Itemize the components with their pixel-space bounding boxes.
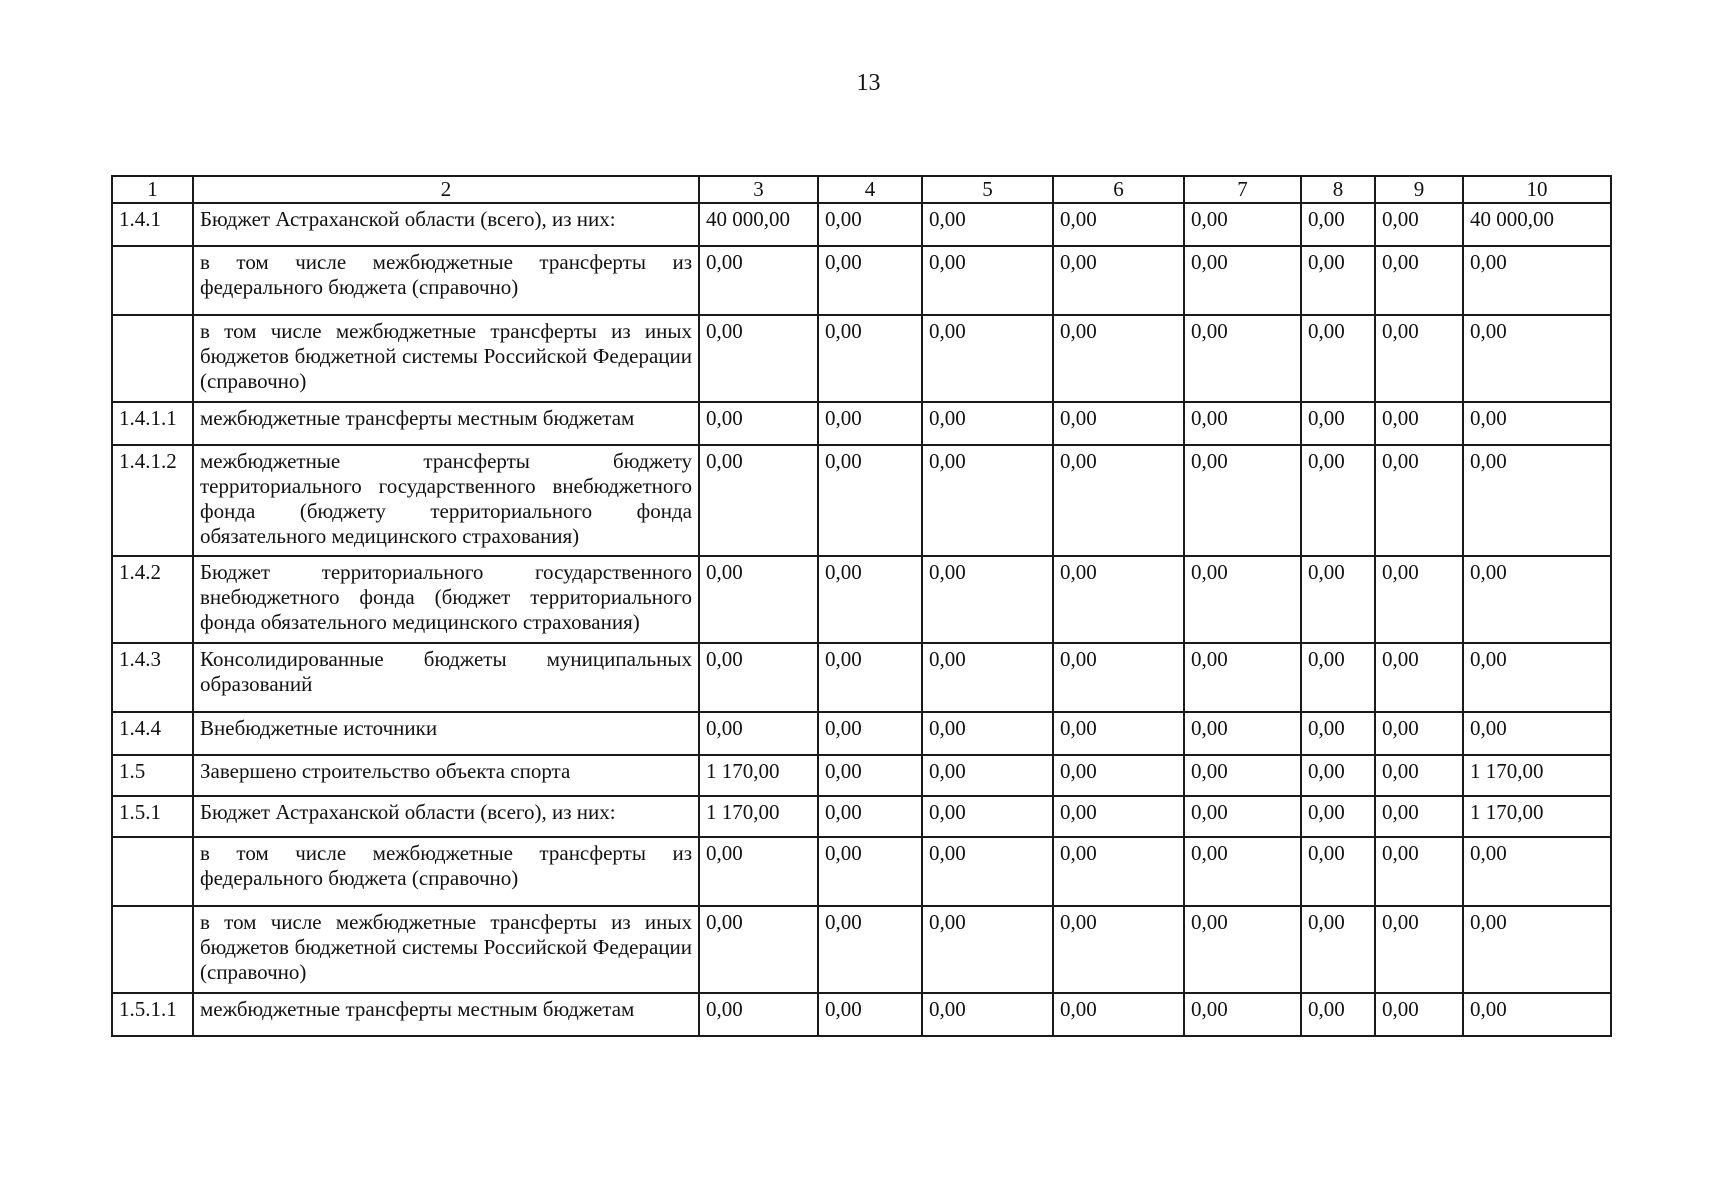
value-cell: 0,00 [1184, 712, 1301, 755]
value-cell: 0,00 [1184, 445, 1301, 556]
value-cell: 0,00 [818, 643, 922, 712]
row-description: Внебюджетные источники [193, 712, 699, 755]
column-header: 6 [1053, 176, 1184, 203]
column-header: 7 [1184, 176, 1301, 203]
row-code: 1.5.1 [112, 796, 193, 837]
row-description: межбюджетные трансферты местным бюджетам [193, 993, 699, 1036]
value-cell: 0,00 [1184, 796, 1301, 837]
value-cell: 0,00 [1463, 906, 1611, 993]
value-cell: 0,00 [922, 837, 1053, 906]
value-cell: 0,00 [1053, 556, 1184, 643]
value-cell: 0,00 [818, 796, 922, 837]
value-cell: 0,00 [1301, 643, 1375, 712]
row-description: в том числе межбюджетные трансферты из федерального бюджета (справочно) [193, 837, 699, 906]
value-cell: 0,00 [1301, 203, 1375, 246]
value-cell: 0,00 [1184, 906, 1301, 993]
value-cell: 0,00 [922, 556, 1053, 643]
value-cell: 0,00 [699, 837, 818, 906]
value-cell: 0,00 [818, 837, 922, 906]
value-cell: 0,00 [1301, 796, 1375, 837]
column-header: 5 [922, 176, 1053, 203]
value-cell: 0,00 [1375, 796, 1463, 837]
table-row [112, 712, 1611, 755]
value-cell: 0,00 [699, 315, 818, 402]
value-cell: 0,00 [699, 556, 818, 643]
value-cell: 0,00 [922, 315, 1053, 402]
value-cell: 0,00 [1375, 445, 1463, 556]
value-cell: 0,00 [1053, 993, 1184, 1036]
value-cell: 0,00 [922, 445, 1053, 556]
table-row [112, 315, 1611, 402]
row-description: Бюджет территориального государственного внебюджетного фонда (бюджет территориального фонда обязательного медицинского страхования) [193, 556, 699, 643]
value-cell: 0,00 [1301, 993, 1375, 1036]
table-row [112, 445, 1611, 556]
table-row [112, 796, 1611, 837]
value-cell: 0,00 [1184, 203, 1301, 246]
table-row [112, 402, 1611, 445]
value-cell: 0,00 [1375, 993, 1463, 1036]
row-description: в том числе межбюджетные трансферты из иных бюджетов бюджетной системы Российской Федерации (справочно) [193, 906, 699, 993]
column-header: 3 [699, 176, 818, 203]
value-cell: 0,00 [1053, 402, 1184, 445]
value-cell: 0,00 [1375, 755, 1463, 796]
row-code [112, 837, 193, 906]
row-code [112, 906, 193, 993]
row-code: 1.4.1.2 [112, 445, 193, 556]
value-cell: 0,00 [1463, 315, 1611, 402]
value-cell: 0,00 [699, 993, 818, 1036]
row-code: 1.5 [112, 755, 193, 796]
value-cell: 0,00 [1184, 643, 1301, 712]
value-cell: 0,00 [818, 445, 922, 556]
value-cell: 0,00 [699, 712, 818, 755]
column-header: 9 [1375, 176, 1463, 203]
value-cell: 0,00 [1301, 755, 1375, 796]
value-cell: 0,00 [1184, 315, 1301, 402]
value-cell: 0,00 [1301, 315, 1375, 402]
row-code: 1.4.1 [112, 203, 193, 246]
row-code [112, 315, 193, 402]
row-description: Бюджет Астраханской области (всего), из них: [193, 796, 699, 837]
column-header: 4 [818, 176, 922, 203]
value-cell: 0,00 [699, 643, 818, 712]
row-code: 1.5.1.1 [112, 993, 193, 1036]
column-header: 2 [193, 176, 699, 203]
value-cell: 0,00 [922, 993, 1053, 1036]
row-code: 1.4.1.1 [112, 402, 193, 445]
value-cell: 0,00 [1375, 712, 1463, 755]
table-row [112, 643, 1611, 712]
page-number: 13 [856, 70, 881, 96]
value-cell: 0,00 [1184, 837, 1301, 906]
value-cell: 0,00 [818, 402, 922, 445]
value-cell: 0,00 [818, 556, 922, 643]
value-cell: 0,00 [922, 796, 1053, 837]
table-row [112, 556, 1611, 643]
value-cell: 0,00 [1375, 643, 1463, 712]
table-row [112, 993, 1611, 1036]
value-cell: 0,00 [1463, 402, 1611, 445]
table-row [112, 755, 1611, 796]
table-row [112, 246, 1611, 315]
value-cell: 0,00 [922, 755, 1053, 796]
value-cell: 0,00 [922, 402, 1053, 445]
value-cell: 0,00 [818, 993, 922, 1036]
value-cell: 0,00 [1463, 993, 1611, 1036]
row-description: в том числе межбюджетные трансферты из федерального бюджета (справочно) [193, 246, 699, 315]
row-description: Консолидированные бюджеты муниципальных образований [193, 643, 699, 712]
value-cell: 0,00 [1184, 556, 1301, 643]
value-cell: 0,00 [1375, 203, 1463, 246]
value-cell: 0,00 [922, 906, 1053, 993]
row-code [112, 246, 193, 315]
value-cell: 0,00 [1184, 246, 1301, 315]
value-cell: 40 000,00 [1463, 203, 1611, 246]
value-cell: 0,00 [1301, 837, 1375, 906]
value-cell: 0,00 [699, 402, 818, 445]
value-cell: 0,00 [1463, 837, 1611, 906]
value-cell: 0,00 [818, 315, 922, 402]
column-header: 10 [1463, 176, 1611, 203]
value-cell: 0,00 [1463, 643, 1611, 712]
value-cell: 0,00 [1184, 402, 1301, 445]
value-cell: 0,00 [1463, 556, 1611, 643]
value-cell: 0,00 [1375, 315, 1463, 402]
value-cell: 0,00 [922, 643, 1053, 712]
value-cell: 0,00 [1375, 906, 1463, 993]
value-cell: 0,00 [1375, 556, 1463, 643]
header-row [112, 176, 1611, 203]
value-cell: 0,00 [1463, 712, 1611, 755]
value-cell: 0,00 [1053, 203, 1184, 246]
value-cell: 0,00 [1184, 755, 1301, 796]
value-cell: 1 170,00 [699, 796, 818, 837]
table-row [112, 203, 1611, 246]
value-cell: 0,00 [699, 906, 818, 993]
value-cell: 0,00 [699, 246, 818, 315]
value-cell: 0,00 [818, 203, 922, 246]
value-cell: 0,00 [1053, 755, 1184, 796]
table-row [112, 837, 1611, 906]
value-cell: 0,00 [1301, 246, 1375, 315]
value-cell: 0,00 [1053, 906, 1184, 993]
value-cell: 1 170,00 [1463, 796, 1611, 837]
row-description: Завершено строительство объекта спорта [193, 755, 699, 796]
value-cell: 0,00 [1301, 556, 1375, 643]
value-cell: 0,00 [1375, 402, 1463, 445]
value-cell: 40 000,00 [699, 203, 818, 246]
value-cell: 0,00 [1053, 643, 1184, 712]
row-code: 1.4.3 [112, 643, 193, 712]
value-cell: 0,00 [818, 755, 922, 796]
row-description: Бюджет Астраханской области (всего), из них: [193, 203, 699, 246]
row-description: межбюджетные трансферты бюджету территориального государственного внебюджетного фонда (бюджету территориального фонда обязательного медицинского страхования) [193, 445, 699, 556]
value-cell: 0,00 [1375, 837, 1463, 906]
table-row [112, 906, 1611, 993]
value-cell: 0,00 [1301, 712, 1375, 755]
value-cell: 0,00 [1053, 246, 1184, 315]
value-cell: 0,00 [1053, 315, 1184, 402]
value-cell: 0,00 [1184, 993, 1301, 1036]
column-header: 8 [1301, 176, 1375, 203]
row-code: 1.4.4 [112, 712, 193, 755]
value-cell: 0,00 [1053, 837, 1184, 906]
column-header: 1 [112, 176, 193, 203]
value-cell: 0,00 [922, 246, 1053, 315]
value-cell: 0,00 [1301, 445, 1375, 556]
value-cell: 0,00 [922, 203, 1053, 246]
budget-table [111, 175, 1612, 1037]
value-cell: 1 170,00 [699, 755, 818, 796]
row-code: 1.4.2 [112, 556, 193, 643]
value-cell: 1 170,00 [1463, 755, 1611, 796]
value-cell: 0,00 [922, 712, 1053, 755]
value-cell: 0,00 [699, 445, 818, 556]
value-cell: 0,00 [818, 246, 922, 315]
value-cell: 0,00 [1463, 445, 1611, 556]
value-cell: 0,00 [1053, 445, 1184, 556]
value-cell: 0,00 [1375, 246, 1463, 315]
row-description: межбюджетные трансферты местным бюджетам [193, 402, 699, 445]
row-description: в том числе межбюджетные трансферты из иных бюджетов бюджетной системы Российской Федерации (справочно) [193, 315, 699, 402]
value-cell: 0,00 [1301, 402, 1375, 445]
value-cell: 0,00 [1463, 246, 1611, 315]
value-cell: 0,00 [818, 906, 922, 993]
value-cell: 0,00 [818, 712, 922, 755]
value-cell: 0,00 [1301, 906, 1375, 993]
value-cell: 0,00 [1053, 712, 1184, 755]
value-cell: 0,00 [1053, 796, 1184, 837]
